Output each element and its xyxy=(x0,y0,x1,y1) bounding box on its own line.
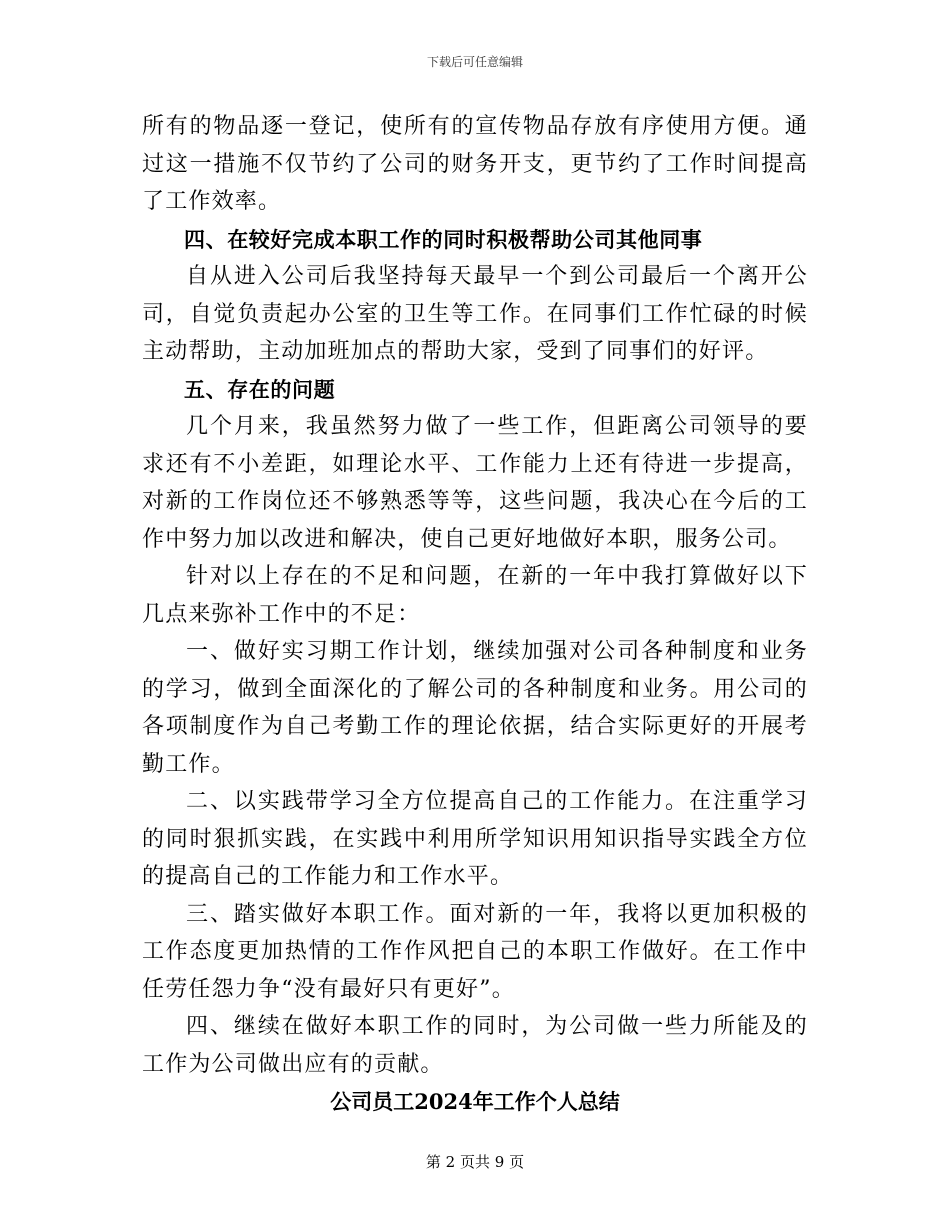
section-heading-problems: 五、存在的问题 xyxy=(184,376,336,402)
next-document-title: 公司员工2024年工作个人总结 xyxy=(330,1089,620,1114)
paragraph-help-colleagues: 自从进入公司后我坚持每天最早一个到公司最后一个离开公司，自觉负责起办公室的卫生等工作。在同事们工作忙碌的时候主动帮助，主动加班加点的帮助大家，受到了同事们的好评。 xyxy=(142,264,808,364)
plan-item-3: 三、踏实做好本职工作。面对新的一年，我将以更加积极的工作态度更加热情的工作作风把自己的本职工作做好。在工作中任劳任怨力争“没有最好只有更好”。 xyxy=(142,901,808,1002)
page-header: 下载后可任意编辑 xyxy=(426,55,523,69)
paragraph-problems: 几个月来，我虽然努力做了一些工作，但距离公司领导的要求还有不小差距，如理论水平、工作能力上还有待进一步提高，对新的工作岗位还不够熟悉等等，这些问题，我决心在今后的工作中努力加以改进和解决，使自己更好地做好本职，服务公司。 xyxy=(142,414,808,552)
plan-item-1: 一、做好实习期工作计划，继续加强对公司各种制度和业务的学习，做到全面深化的了解公司的各种制度和业务。用公司的各项制度作为自己考勤工作的理论依据，结合实际更好的开展考勤工作。 xyxy=(142,639,808,777)
paragraph-plan-intro: 针对以上存在的不足和问题，在新的一年中我打算做好以下几点来弥补工作中的不足： xyxy=(142,564,808,627)
plan-item-2: 二、以实践带学习全方位提高自己的工作能力。在注重学习的同时狠抓实践，在实践中利用所学知识用知识指导实践全方位的提高自己的工作能力和工作水平。 xyxy=(142,789,808,889)
page-number: 第 2 页共 9 页 xyxy=(425,1153,525,1171)
section-heading-help-colleagues: 四、在较好完成本职工作的同时积极帮助公司其他同事 xyxy=(184,226,703,252)
document-body xyxy=(142,108,808,1121)
plan-item-4: 四、继续在做好本职工作的同时，为公司做一些力所能及的工作为公司做出应有的贡献。 xyxy=(142,1014,808,1077)
paragraph-continuation: 所有的物品逐一登记，使所有的宣传物品存放有序使用方便。通过这一措施不仅节约了公司的财务开支，更节约了工作时间提高了工作效率。 xyxy=(142,114,808,214)
